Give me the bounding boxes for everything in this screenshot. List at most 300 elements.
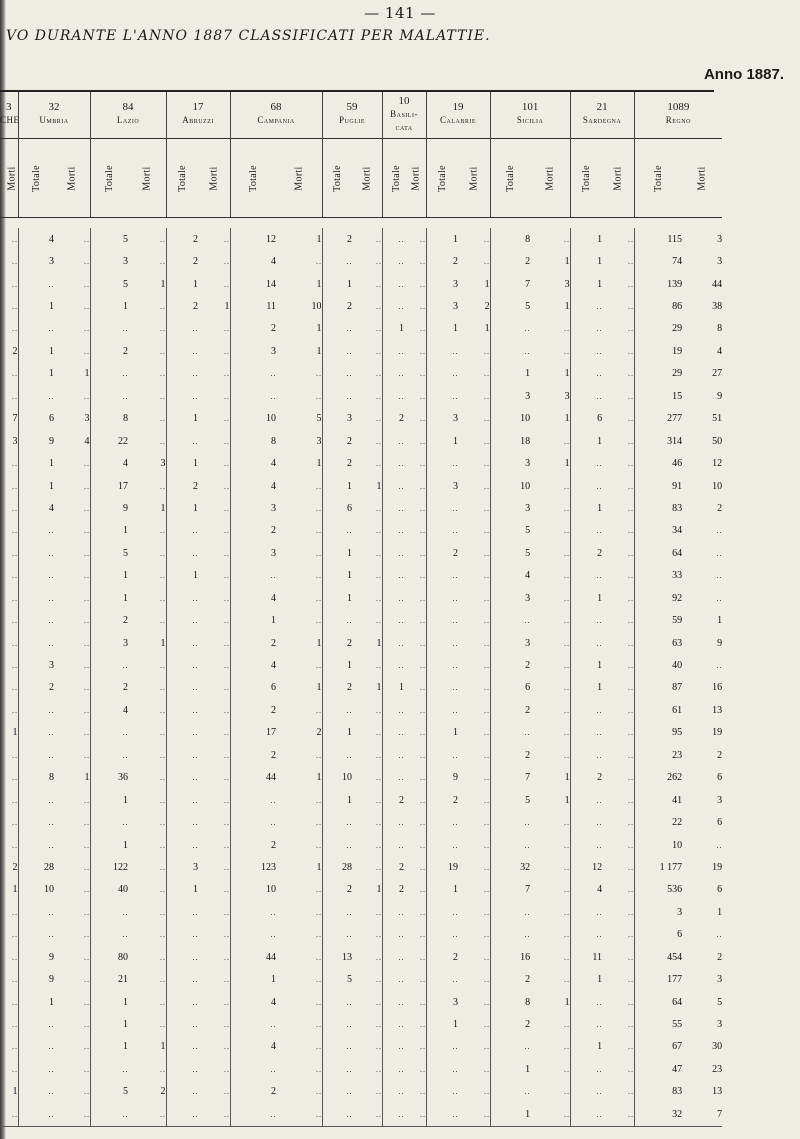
table-cell (230, 565, 276, 587)
table-cell: 40 (634, 654, 682, 676)
table-cell (426, 452, 458, 474)
table-cell (0, 1036, 18, 1058)
table-cell (90, 811, 128, 833)
table-cell (682, 520, 722, 542)
table-row (0, 677, 722, 699)
table-cell: 17 (90, 475, 128, 497)
table-cell: 122 (90, 856, 128, 878)
table-cell (458, 789, 490, 811)
table-cell: 3 (564, 390, 570, 402)
table-cell: 4 (230, 475, 276, 497)
table-cell (570, 744, 602, 766)
table-cell: 27 (712, 368, 723, 380)
table-cell (458, 811, 490, 833)
table-cell: 44 (712, 278, 723, 290)
subheader-label: Totale (652, 164, 664, 192)
table-cell (404, 363, 426, 385)
table-cell: 2 (12, 345, 18, 357)
table-cell (404, 811, 426, 833)
table-cell: 1 (316, 682, 322, 694)
table-cell (352, 654, 382, 676)
table-cell (352, 250, 382, 272)
table-cell (602, 250, 634, 272)
table-cell (54, 946, 90, 968)
table-cell (426, 654, 458, 676)
region-name: Calabrie (440, 115, 477, 125)
table-cell (0, 363, 18, 385)
table-cell (382, 452, 404, 474)
table-cell (54, 340, 90, 362)
table-cell (276, 609, 322, 631)
table-cell (530, 1036, 570, 1058)
table-cell (54, 497, 90, 519)
table-cell (90, 1103, 128, 1126)
table-cell (0, 968, 18, 990)
table-cell: 2 (426, 946, 458, 968)
table-cell (276, 565, 322, 587)
table-cell (352, 968, 382, 990)
table-cell: 1 (490, 1103, 530, 1126)
subheader-label: Morti (468, 165, 480, 191)
table-cell: 8 (230, 430, 276, 452)
table-cell (530, 542, 570, 564)
table-cell (128, 924, 166, 946)
table-cell: 1 (322, 654, 352, 676)
table-cell: 32 (634, 1103, 682, 1126)
subheader-label: Morti (66, 165, 78, 191)
table-cell: 17 (230, 722, 276, 744)
region-name: Abruzzi (182, 115, 214, 125)
subheader-label: Totale (580, 164, 592, 192)
table-cell: 3 (426, 408, 458, 430)
table-cell: 1 (426, 722, 458, 744)
table-cell: 3 (230, 542, 276, 564)
table-cell (404, 632, 426, 654)
table-cell (404, 250, 426, 272)
table-cell: 1 (90, 520, 128, 542)
table-cell (426, 924, 458, 946)
table-cell: 1 (426, 1013, 458, 1035)
table-cell (382, 991, 404, 1013)
table-cell: 3 (490, 632, 530, 654)
table-cell: 3 (717, 1019, 723, 1031)
region-header (634, 90, 722, 139)
table-cell (602, 452, 634, 474)
table-cell (404, 609, 426, 631)
table-cell (322, 520, 352, 542)
table-cell (54, 811, 90, 833)
table-cell: 16 (712, 682, 723, 694)
table-cell: 1 (564, 772, 570, 784)
table-cell: 1 (90, 587, 128, 609)
table-cell (602, 295, 634, 317)
table-cell (602, 340, 634, 362)
table-cell (490, 722, 530, 744)
table-cell (18, 385, 54, 407)
table-cell (426, 1036, 458, 1058)
table-cell (404, 430, 426, 452)
table-cell: 1 (376, 480, 382, 492)
table-cell (198, 363, 230, 385)
table-cell: 6 (322, 497, 352, 519)
table-cell (322, 924, 352, 946)
table-cell (18, 901, 54, 923)
table-cell (352, 385, 382, 407)
table-cell (404, 834, 426, 856)
table-cell (198, 250, 230, 272)
table-cell (458, 856, 490, 878)
table-cell (18, 1058, 54, 1080)
table-cell (276, 991, 322, 1013)
table-cell (404, 295, 426, 317)
table-cell: 1 (90, 1036, 128, 1058)
subheader-morti (458, 139, 490, 218)
table-cell (166, 1081, 198, 1103)
table-row (0, 879, 722, 901)
table-cell: 3 (316, 435, 322, 447)
table-cell (602, 1013, 634, 1035)
region-number: 21 (596, 101, 608, 113)
table-cell (602, 834, 634, 856)
table-cell (382, 1058, 404, 1080)
subheader-label: Morti (6, 165, 18, 191)
table-cell (0, 744, 18, 766)
table-cell: 6 (570, 408, 602, 430)
table-cell (18, 273, 54, 295)
table-cell (426, 385, 458, 407)
table-cell: 8 (90, 408, 128, 430)
table-cell (276, 587, 322, 609)
table-cell: 1 (564, 368, 570, 380)
table-cell (458, 520, 490, 542)
table-cell: 1 (570, 273, 602, 295)
table-cell: 5 (316, 413, 322, 425)
table-cell: 3 (90, 632, 128, 654)
table-cell (166, 744, 198, 766)
table-cell (166, 587, 198, 609)
table-cell (198, 1036, 230, 1058)
table-cell (382, 1103, 404, 1126)
table-cell (352, 924, 382, 946)
table-cell (54, 654, 90, 676)
subheader-label: Totale (390, 164, 402, 192)
table-cell (128, 1013, 166, 1035)
table-cell: 3 (166, 856, 198, 878)
table-cell (602, 385, 634, 407)
table-cell (382, 946, 404, 968)
table-cell: 4 (90, 699, 128, 721)
table-cell: 2 (90, 609, 128, 631)
table-cell: 2 (490, 250, 530, 272)
table-cell (54, 273, 90, 295)
table-cell: 9 (18, 968, 54, 990)
table-cell: 15 (634, 385, 682, 407)
table-cell (230, 1103, 276, 1126)
table-cell (198, 1103, 230, 1126)
table-cell: 2 (426, 789, 458, 811)
table-cell: 6 (18, 408, 54, 430)
table-cell (198, 228, 230, 250)
region-number: 68 (270, 101, 282, 113)
table-cell (0, 520, 18, 542)
table-cell (166, 430, 198, 452)
table-cell (682, 834, 722, 856)
table-cell (530, 856, 570, 878)
table-cell (18, 699, 54, 721)
table-cell (426, 1103, 458, 1126)
table-cell (230, 1058, 276, 1080)
region-header (90, 90, 166, 139)
table-cell: 1 (376, 884, 382, 896)
table-cell (54, 744, 90, 766)
table-cell: 3 (717, 794, 723, 806)
table-cell: 5 (717, 996, 723, 1008)
table-cell (166, 632, 198, 654)
table-cell (352, 408, 382, 430)
table-cell (426, 565, 458, 587)
table-cell (0, 609, 18, 631)
table-cell (352, 273, 382, 295)
table-cell (0, 1103, 18, 1126)
table-cell (458, 228, 490, 250)
table-cell: 13 (712, 704, 723, 716)
table-cell (0, 273, 18, 295)
region-name: Puglie (339, 115, 366, 125)
table-cell (602, 677, 634, 699)
table-cell: 3 (84, 413, 90, 425)
table-cell (322, 1013, 352, 1035)
table-cell (570, 722, 602, 744)
region-name: CHE (0, 115, 20, 125)
table-cell (166, 991, 198, 1013)
table-cell: 2 (230, 632, 276, 654)
table-cell (682, 542, 722, 564)
table-row (0, 587, 722, 609)
table-cell (530, 497, 570, 519)
subheader-morti (682, 139, 722, 218)
table-row (0, 991, 722, 1013)
table-cell: 4 (230, 250, 276, 272)
table-cell: 1 (490, 1058, 530, 1080)
statistics-table-wrap (0, 90, 723, 1127)
table-cell (198, 497, 230, 519)
table-cell (426, 363, 458, 385)
table-cell: 1 (316, 278, 322, 290)
table-cell (404, 385, 426, 407)
table-cell: 12 (570, 856, 602, 878)
table-cell: 2 (322, 228, 352, 250)
table-cell (54, 789, 90, 811)
table-cell (198, 430, 230, 452)
table-cell (128, 295, 166, 317)
table-cell (128, 228, 166, 250)
table-cell (128, 834, 166, 856)
table-cell: 4 (490, 565, 530, 587)
table-cell (128, 385, 166, 407)
table-cell: 1 (564, 413, 570, 425)
table-cell (458, 744, 490, 766)
table-cell: 2 (490, 744, 530, 766)
table-cell (128, 408, 166, 430)
table-cell (382, 811, 404, 833)
table-cell: 61 (634, 699, 682, 721)
table-cell (570, 340, 602, 362)
table-cell: 4 (230, 991, 276, 1013)
table-cell (404, 722, 426, 744)
table-cell: 2 (230, 520, 276, 542)
table-cell (404, 924, 426, 946)
table-cell: 11 (230, 295, 276, 317)
table-cell: 6 (490, 677, 530, 699)
table-cell: 10 (712, 480, 723, 492)
table-cell (352, 1013, 382, 1035)
table-cell (198, 654, 230, 676)
table-cell (322, 363, 352, 385)
table-cell (570, 991, 602, 1013)
table-cell: 4 (230, 654, 276, 676)
table-cell: 1 (322, 587, 352, 609)
table-cell (352, 699, 382, 721)
table-cell (352, 542, 382, 564)
table-cell (602, 318, 634, 340)
region-number: 32 (48, 101, 60, 113)
table-cell (276, 385, 322, 407)
table-cell (54, 542, 90, 564)
table-cell (230, 385, 276, 407)
table-cell: 10 (490, 408, 530, 430)
table-cell (322, 1103, 352, 1126)
table-cell (54, 565, 90, 587)
table-cell (458, 767, 490, 789)
table-cell: 1 (18, 340, 54, 362)
table-cell: 7 (490, 273, 530, 295)
table-cell: 6 (634, 924, 682, 946)
year-label: Anno 1887. (703, 66, 784, 83)
table-cell: 277 (634, 408, 682, 430)
table-cell (90, 722, 128, 744)
subheader-morti (404, 139, 426, 218)
table-cell (530, 1081, 570, 1103)
table-cell (128, 1103, 166, 1126)
region-number: 3 (6, 101, 12, 113)
table-cell (198, 924, 230, 946)
region-header (166, 90, 230, 139)
table-row (0, 430, 722, 452)
table-cell: 1 (570, 497, 602, 519)
table-cell: 2 (717, 502, 723, 514)
table-cell (276, 1103, 322, 1126)
table-cell: 3 (490, 452, 530, 474)
table-cell (352, 789, 382, 811)
table-cell (426, 1081, 458, 1103)
table-cell (458, 632, 490, 654)
table-cell (602, 856, 634, 878)
table-cell: 1 (316, 637, 322, 649)
region-header (382, 90, 426, 139)
table-cell: 2 (18, 677, 54, 699)
table-cell (128, 946, 166, 968)
table-cell: 4 (18, 497, 54, 519)
table-cell: 3 (717, 233, 723, 245)
table-cell (602, 924, 634, 946)
table-cell (404, 452, 426, 474)
table-cell (166, 1058, 198, 1080)
table-cell (198, 1013, 230, 1035)
table-cell: 19 (712, 861, 723, 873)
table-cell (458, 677, 490, 699)
table-cell (322, 811, 352, 833)
table-cell: 3 (564, 278, 570, 290)
table-cell: 2 (717, 951, 723, 963)
table-cell (530, 1103, 570, 1126)
table-cell (128, 340, 166, 362)
table-cell (90, 901, 128, 923)
table-cell (276, 520, 322, 542)
table-cell (90, 1058, 128, 1080)
table-cell (128, 654, 166, 676)
table-cell (352, 946, 382, 968)
table-cell: 3 (717, 974, 723, 986)
table-cell (382, 385, 404, 407)
table-cell (198, 789, 230, 811)
region-name: Sardegna (582, 115, 622, 125)
table-cell (570, 1103, 602, 1126)
table-cell: 2 (382, 879, 404, 901)
table-cell (458, 363, 490, 385)
table-cell (18, 542, 54, 564)
table-cell (276, 901, 322, 923)
table-cell: 1 (322, 565, 352, 587)
table-cell (128, 722, 166, 744)
table-cell (602, 901, 634, 923)
table-cell: 8 (490, 991, 530, 1013)
table-cell (90, 385, 128, 407)
table-cell (426, 1058, 458, 1080)
table-cell (198, 767, 230, 789)
table-cell (404, 273, 426, 295)
table-cell (426, 811, 458, 833)
table-cell (458, 452, 490, 474)
table-cell (382, 228, 404, 250)
table-row (0, 520, 722, 542)
table-cell (276, 699, 322, 721)
subheader-morti (602, 139, 634, 218)
table-cell (404, 587, 426, 609)
table-cell: 7 (682, 1103, 722, 1126)
table-cell (458, 340, 490, 362)
table-cell (426, 699, 458, 721)
table-cell: 3 (322, 408, 352, 430)
table-cell: 2 (426, 250, 458, 272)
table-cell (382, 430, 404, 452)
table-cell (352, 565, 382, 587)
table-cell (404, 946, 426, 968)
table-cell: 1 (90, 834, 128, 856)
subheader-morti (276, 139, 322, 218)
table-cell: 2 (322, 677, 352, 699)
table-cell (166, 654, 198, 676)
table-cell: 1 (316, 861, 322, 873)
table-cell (166, 789, 198, 811)
table-cell (602, 609, 634, 631)
table-cell: 7 (490, 767, 530, 789)
table-cell (602, 744, 634, 766)
table-cell (276, 1058, 322, 1080)
table-cell (352, 834, 382, 856)
table-cell: 1 (18, 475, 54, 497)
table-cell: 3 (426, 991, 458, 1013)
table-cell (570, 565, 602, 587)
